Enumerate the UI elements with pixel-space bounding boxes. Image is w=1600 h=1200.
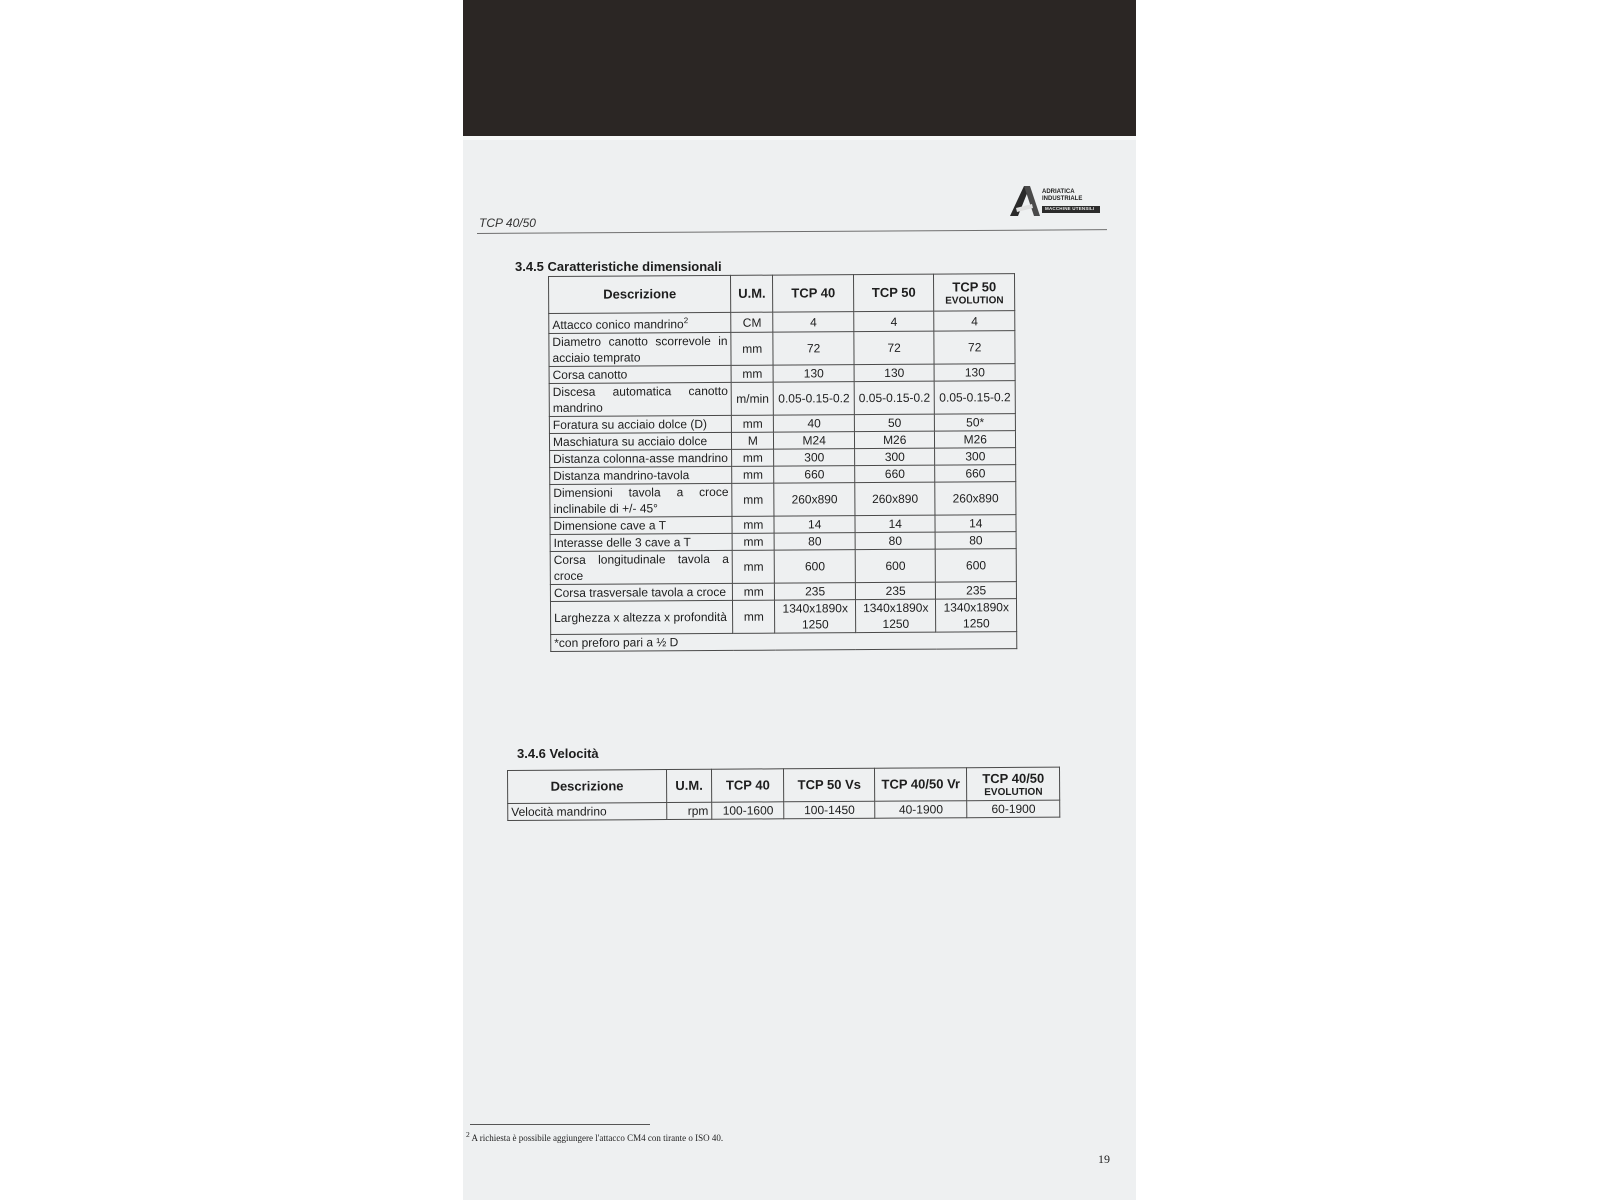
cell-tcp50: 0.05-0.15-0.2 [854, 381, 935, 414]
cell-tcp50-evolution: 260x890 [935, 482, 1016, 515]
logo-text-line2: INDUSTRIALE [1042, 196, 1083, 202]
cell-description: Corsa canotto [549, 365, 731, 383]
speed-table [507, 767, 1060, 821]
cell-tcp50: 260x890 [855, 482, 936, 515]
cell-unit: m/min [731, 382, 773, 415]
column-header-description: Descrizione [508, 770, 667, 804]
cell-unit: mm [731, 365, 773, 382]
cell-tcp50: 50 [854, 414, 935, 431]
cell-tcp4050-vr: 40-1900 [875, 801, 968, 819]
cell-tcp50-evolution: 300 [935, 448, 1016, 465]
cell-unit: mm [732, 415, 774, 432]
cell-description: Velocità mandrino [508, 803, 667, 821]
table-row [550, 599, 1016, 635]
cell-unit: mm [733, 583, 775, 600]
table-note-row [551, 632, 1017, 652]
cell-unit: mm [732, 550, 774, 583]
table-header-row [508, 767, 1060, 803]
cell-description: Foratura su acciaio dolce (D) [549, 415, 731, 433]
cell-unit: rpm [667, 802, 712, 819]
cell-tcp40: 80 [775, 533, 856, 550]
page-number: 19 [1098, 1152, 1110, 1166]
cell-unit: mm [733, 600, 775, 633]
cell-tcp50-evolution: 1340x1890x 1250 [936, 599, 1017, 632]
cell-tcp50-evolution: 0.05-0.15-0.2 [935, 381, 1016, 414]
cell-description: Maschiatura su acciaio dolce [549, 432, 731, 450]
cell-tcp40: 660 [774, 466, 855, 483]
cell-description: Discesa automatica canotto mandrino [549, 382, 731, 416]
cell-tcp50: M26 [854, 431, 935, 448]
cell-tcp50-evolution: 50* [935, 414, 1016, 431]
cell-tcp50: 14 [855, 515, 936, 532]
cell-tcp50-evolution: M26 [935, 431, 1016, 448]
company-logo [1008, 184, 1100, 218]
cell-description: Dimensioni tavola a croce inclinabile di +/- 45° [550, 483, 732, 517]
cell-description: Dimensione cave a T [550, 516, 732, 534]
cell-tcp50: 300 [855, 448, 936, 465]
cell-unit: mm [732, 483, 774, 516]
column-header-tcp4050-evolution [967, 767, 1060, 801]
cell-description [549, 312, 731, 333]
cell-tcp40: 260x890 [774, 483, 855, 516]
cell-tcp50-evolution: 235 [936, 582, 1017, 599]
table-row [550, 549, 1016, 585]
dimensional-specs-body [549, 311, 1017, 652]
cell-tcp50-evolution: 130 [935, 364, 1016, 381]
column-header-tcp4050-evolution-main: TCP 40/50 [982, 770, 1045, 786]
column-header-unit: U.M. [666, 769, 711, 802]
cell-unit: CM [731, 312, 773, 332]
table-row [508, 800, 1060, 820]
column-header-description: Descrizione [549, 275, 731, 313]
section-title-speed: 3.4.6 Velocità [517, 746, 599, 761]
cell-tcp40: 40 [774, 415, 855, 432]
cell-tcp50: 1340x1890x 1250 [855, 599, 936, 632]
column-header-tcp4050-evolution-sub: EVOLUTION [984, 786, 1043, 798]
cell-description: Corsa longitudinale tavola a croce [550, 550, 732, 584]
cell-tcp4050-evolution: 60-1900 [967, 800, 1060, 818]
cell-tcp40: 130 [773, 365, 854, 382]
cell-tcp40: 14 [774, 516, 855, 533]
cell-tcp40: 4 [773, 312, 854, 332]
column-header-tcp50-evolution-main: TCP 50 [952, 278, 997, 295]
column-header-tcp4050-vr: TCP 40/50 Vr [874, 768, 967, 802]
cell-description: Interasse delle 3 cave a T [550, 533, 732, 551]
dimensional-specs-table [548, 273, 1017, 652]
cell-tcp40: 0.05-0.15-0.2 [774, 382, 855, 415]
column-header-tcp50: TCP 50 [853, 274, 934, 311]
cell-tcp50-evolution: 4 [934, 311, 1015, 331]
cell-unit: mm [732, 449, 774, 466]
cell-description: Corsa trasversale tavola a croce [550, 583, 732, 601]
cell-tcp50: 235 [855, 582, 936, 599]
section-title-dimensional: 3.4.5 Caratteristiche dimensionali [515, 259, 722, 274]
column-header-tcp50-vs: TCP 50 Vs [784, 768, 875, 802]
cell-tcp50: 4 [854, 311, 935, 331]
cell-unit: mm [732, 516, 774, 533]
cell-tcp50: 72 [854, 331, 935, 364]
cell-description: Larghezza x altezza x profondità [550, 600, 732, 634]
logo-text-line1: ADRIATICA [1042, 189, 1075, 195]
cell-unit: mm [731, 332, 773, 365]
cell-tcp50-evolution: 600 [936, 549, 1017, 582]
cell-description: Distanza colonna-asse mandrino [550, 449, 732, 467]
column-header-unit: U.M. [731, 275, 773, 312]
cell-tcp40: 100-1600 [712, 802, 784, 819]
cell-tcp50-vs: 100-1450 [784, 801, 875, 819]
cell-unit: M [732, 432, 774, 449]
cell-tcp40: 300 [774, 449, 855, 466]
cell-tcp40: 235 [775, 583, 856, 600]
cell-tcp50-evolution: 72 [934, 331, 1015, 364]
column-header-tcp40: TCP 40 [773, 275, 854, 312]
page-edge [463, 136, 1136, 140]
cell-tcp50: 660 [855, 465, 936, 482]
cell-tcp50-evolution: 660 [935, 465, 1016, 482]
cell-tcp50-evolution: 80 [936, 532, 1017, 549]
table-row [550, 482, 1016, 518]
cell-tcp40: 600 [775, 550, 856, 583]
cell-tcp40: 72 [773, 332, 854, 365]
column-header-tcp40: TCP 40 [712, 769, 785, 802]
cell-tcp50-evolution: 14 [935, 515, 1016, 532]
footnote-reference: 2 [683, 316, 689, 326]
cell-description: Distanza mandrino-tavola [550, 466, 732, 484]
footnote [466, 1130, 723, 1143]
logo-text-line3: MACCHINE UTENSILI [1042, 206, 1100, 213]
cell-tcp50: 600 [855, 549, 936, 582]
table-row [549, 381, 1015, 417]
footnote-text: A richiesta è possibile aggiungere l'attacco CM4 con tirante o ISO 40. [471, 1133, 724, 1143]
cell-unit: mm [732, 466, 774, 483]
column-header-tcp50-evolution [934, 274, 1015, 311]
table-header-row [549, 274, 1015, 314]
logo-a-icon [1008, 184, 1042, 218]
cell-tcp40: 1340x1890x 1250 [775, 600, 856, 633]
cell-tcp50: 130 [854, 364, 935, 381]
cell-description-text: Attacco conico mandrino [552, 317, 684, 332]
footnote-number: 2 [466, 1130, 470, 1139]
cell-tcp50: 80 [855, 532, 936, 549]
cell-unit: mm [732, 533, 774, 550]
running-header-title: TCP 40/50 [479, 216, 536, 230]
table-note: *con preforo pari a ½ D [551, 632, 1017, 652]
cell-description: Diametro canotto scorrevole in acciaio temprato [549, 332, 731, 366]
table-row [549, 331, 1015, 367]
column-header-tcp50-evolution-sub: EVOLUTION [945, 294, 1004, 307]
footnote-divider [470, 1124, 650, 1125]
table-row [549, 311, 1015, 334]
cell-tcp40: M24 [774, 432, 855, 449]
